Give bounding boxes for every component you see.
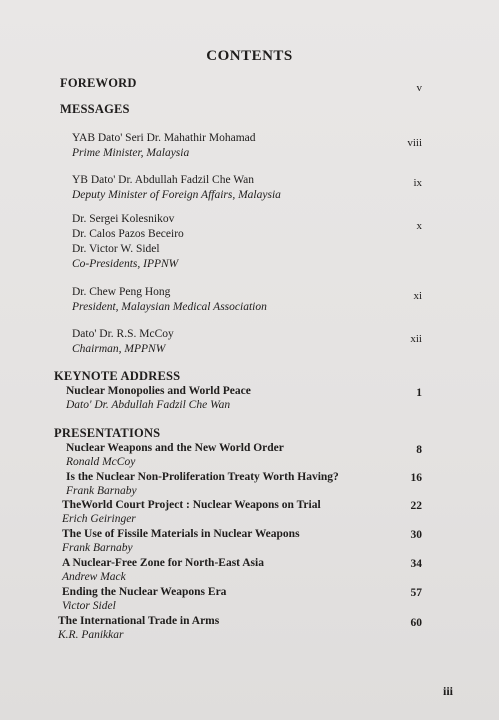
message-role: President, Malaysian Medical Association xyxy=(72,301,267,313)
message-role: Chairman, MPPNW xyxy=(72,343,166,355)
foreword-heading: FOREWORD xyxy=(60,76,137,90)
entry-title: TheWorld Court Project : Nuclear Weapons on Trial xyxy=(62,499,321,511)
keynote-heading: KEYNOTE ADDRESS xyxy=(54,369,181,383)
message-page: viii xyxy=(407,137,422,149)
message-page: x xyxy=(416,220,422,232)
message-role: Deputy Minister of Foreign Affairs, Malaysia xyxy=(72,189,281,201)
entry-title: The International Trade in Arms xyxy=(58,615,220,627)
messages-heading: MESSAGES xyxy=(60,102,130,116)
entry-title: Nuclear Weapons and the New World Order xyxy=(66,442,284,454)
entry-author: Victor Sidel xyxy=(62,600,116,612)
entry-title: A Nuclear-Free Zone for North-East Asia xyxy=(62,557,264,569)
presentations-heading: PRESENTATIONS xyxy=(54,426,161,440)
foreword-page: v xyxy=(416,82,422,94)
message-page: xi xyxy=(413,290,422,302)
entry-page: 60 xyxy=(410,617,422,629)
entry-title: Ending the Nuclear Weapons Era xyxy=(62,586,227,598)
message-name: Dr. Victor W. Sidel xyxy=(72,243,160,255)
entry-page: 8 xyxy=(416,444,422,456)
entry-page: 16 xyxy=(410,472,422,484)
message-name: YAB Dato' Seri Dr. Mahathir Mohamad xyxy=(72,132,256,144)
entry-author: Ronald McCoy xyxy=(66,456,136,468)
message-name: Dr. Chew Peng Hong xyxy=(72,286,171,298)
entry-title: Is the Nuclear Non-Proliferation Treaty Worth Having? xyxy=(66,471,339,483)
entry-page: 1 xyxy=(416,387,422,399)
entry-page: 22 xyxy=(410,500,422,512)
entry-page: 30 xyxy=(410,529,422,541)
message-page: xii xyxy=(410,333,422,345)
message-role: Co-Presidents, IPPNW xyxy=(72,258,179,270)
entry-author: Frank Barnaby xyxy=(66,485,137,497)
entry-author: K.R. Panikkar xyxy=(58,629,124,641)
entry-author: Frank Barnaby xyxy=(62,542,133,554)
page-title: CONTENTS xyxy=(206,48,293,64)
message-name: YB Dato' Dr. Abdullah Fadzil Che Wan xyxy=(72,174,255,186)
entry-title: Nuclear Monopolies and World Peace xyxy=(66,385,251,397)
message-name: Dr. Calos Pazos Beceiro xyxy=(72,228,184,240)
entry-title: The Use of Fissile Materials in Nuclear Weapons xyxy=(62,528,300,540)
message-name: Dato' Dr. R.S. McCoy xyxy=(72,328,174,340)
page-folio: iii xyxy=(442,684,453,698)
entry-author: Erich Geiringer xyxy=(62,513,136,525)
message-page: ix xyxy=(413,177,422,189)
entry-page: 34 xyxy=(410,558,422,570)
message-role: Prime Minister, Malaysia xyxy=(72,147,190,159)
entry-author: Dato' Dr. Abdullah Fadzil Che Wan xyxy=(66,399,231,411)
entry-author: Andrew Mack xyxy=(62,571,126,583)
entry-page: 57 xyxy=(410,587,422,599)
message-name: Dr. Sergei Kolesnikov xyxy=(72,213,175,225)
